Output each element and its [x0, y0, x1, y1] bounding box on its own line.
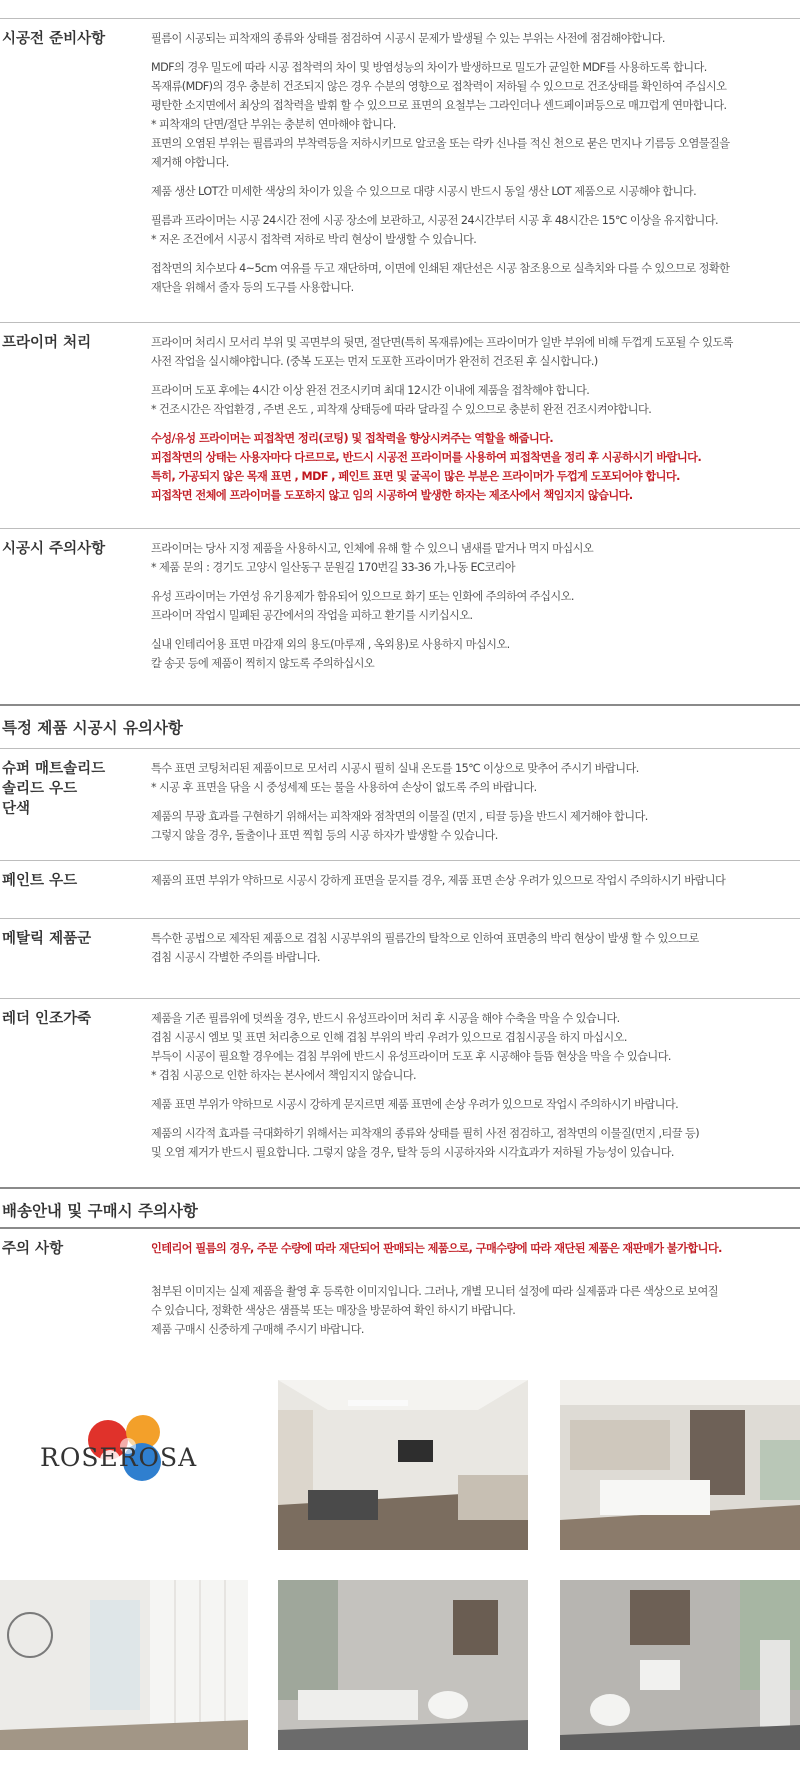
paragraph	[151, 1095, 796, 1114]
shipping-line: 첨부된 이미지는 실제 제품을 촬영 후 등록한 이미지입니다. 그러나, 개별 모니터 설정에 따라 실제품과 다른 색상으로 보여질	[151, 1285, 718, 1298]
text-line: 겹침 시공시 각별한 주의를 바랍니다.	[151, 951, 320, 964]
shipping-heading: 배송안내 및 구매시 주의사항	[2, 1202, 198, 1220]
text-line: * 겹침 시공으로 인한 하자는 본사에서 책임지지 않습니다.	[151, 1069, 417, 1082]
text-line: 제거해 야합니다.	[151, 156, 229, 169]
text-line: 수성/유성 프라이머는 피접착면 정리(코팅) 및 접착력을 향상시켜주는 역할을 해줍니다.	[151, 432, 554, 445]
paragraph	[151, 1009, 796, 1085]
section-body	[151, 871, 796, 900]
kitchen-photo	[560, 1380, 800, 1550]
text-line: * 시공 후 표면을 닦을 시 중성세제 또는 물을 사용하여 손상이 없도록 주의 바랍니다.	[151, 781, 537, 794]
text-line: 제품을 기존 필름위에 덧씌울 경우, 반드시 유성프라이머 처리 후 시공을 해야 수축을 막을 수 있습니다.	[151, 1012, 620, 1025]
text-line: MDF의 경우 밀도에 따라 시공 접착력의 차이 및 방염성능의 차이가 발생하므로 밀도가 균일한 MDF를 사용하도록 합니다.	[151, 61, 707, 74]
bathroom-photo-1	[278, 1580, 528, 1750]
paragraph	[151, 587, 796, 625]
section-body	[151, 1009, 796, 1172]
hallway-photo	[0, 1580, 248, 1750]
bathroom-photo-2	[560, 1580, 800, 1750]
section-preparation	[0, 18, 800, 323]
special-leather	[0, 998, 800, 1187]
text-line: 필름이 시공되는 피착재의 종류와 상태를 점검하여 시공시 문제가 발생될 수 있는 부위는 사전에 점검해야합니다.	[151, 32, 665, 45]
section-label	[2, 929, 142, 949]
paragraph	[151, 29, 796, 48]
text-line: 특히, 가공되지 않은 목재 표면 , MDF , 페인트 표면 및 굴곡이 많은 부분은 프라이머가 두껍게 도포되어야 합니다.	[151, 470, 680, 483]
label-line: 슈퍼 매트솔리드	[2, 761, 106, 777]
text-line: 프라이머는 당사 지정 제품을 사용하시고, 인체에 유해 할 수 있으니 냄새를 맡거나 먹지 마십시오	[151, 542, 594, 555]
text-line: 필름과 프라이머는 시공 24시간 전에 시공 장소에 보관하고, 시공전 24시간부터 시공 후 48시간은 15℃ 이상을 유지합니다.	[151, 214, 718, 227]
text-line: 목재류(MDF)의 경우 충분히 건조되지 않은 경우 수분의 영향으로 접착력이 저하될 수 있으므로 건조상태를 확인하여 주십시오	[151, 80, 727, 93]
text-line: 특수한 공법으로 제작된 제품으로 겹침 시공부위의 필름간의 탈착으로 인하여 표면층의 박리 현상이 발생 할 수 있으므로	[151, 932, 699, 945]
paragraph	[151, 333, 796, 371]
text-line: 프라이머 작업시 밀폐된 공간에서의 작업을 피하고 환기를 시키십시오.	[151, 609, 473, 622]
special-paint-wood	[0, 860, 800, 919]
label-line: 단색	[2, 801, 31, 817]
text-line: 제품의 무광 효과를 구현하기 위해서는 피착재와 점착면의 이물질 (먼지 , 티끌 등)을 반드시 제거해야 합니다.	[151, 810, 648, 823]
paragraph	[151, 871, 796, 890]
section-label: 시공전 준비사항	[2, 31, 106, 47]
paragraph	[151, 635, 796, 673]
special-heading: 특정 제품 시공시 유의사항	[2, 719, 183, 737]
special-metallic	[0, 918, 800, 999]
section-label	[2, 759, 142, 819]
section-label	[2, 1009, 142, 1029]
text-line: 제품의 표면 부위가 약하므로 시공시 강하게 표면을 문지를 경우, 제품 표면 손상 우려가 있으므로 작업시 주의하시기 바랍니다	[151, 874, 726, 887]
special-matte-solid	[0, 748, 800, 861]
section-body	[151, 929, 796, 977]
shipping-lines	[151, 1282, 796, 1339]
shipping-notice	[0, 1227, 800, 1359]
label-line: 메탈릭 제품군	[2, 931, 92, 947]
section-label: 프라이머 처리	[2, 335, 92, 351]
paragraph	[151, 539, 796, 577]
text-line: 유성 프라이머는 가연성 유기용제가 함유되어 있으므로 화기 또는 인화에 주의하여 주십시오.	[151, 590, 574, 603]
paragraph	[151, 381, 796, 419]
text-line: 피접착면의 상태는 사용자마다 다르므로, 반드시 시공전 프라이머를 사용하여 피접착면을 정리 후 시공하시기 바랍니다.	[151, 451, 702, 464]
paragraph	[151, 759, 796, 797]
section-label: 시공시 주의사항	[2, 541, 106, 557]
text-line: 그렇지 않을 경우, 돌출이나 표면 찍힘 등의 시공 하자가 발생할 수 있습니다.	[151, 829, 498, 842]
text-line: 프라이머 도포 후에는 4시간 이상 완전 건조시키며 최대 12시간 이내에 제품을 접착해야 합니다.	[151, 384, 590, 397]
paragraph	[151, 58, 796, 172]
label-line: 페인트 우드	[2, 873, 78, 889]
section-body	[151, 539, 796, 683]
text-line: * 피착재의 단면/절단 부위는 충분히 연마해야 합니다.	[151, 118, 396, 131]
label-line: 솔리드 우드	[2, 781, 78, 797]
paragraph	[151, 1124, 796, 1162]
text-line: * 제품 문의 : 경기도 고양시 일산동구 문원길 170번길 33-36 가,나동 EC코리아	[151, 561, 516, 574]
text-line: 제품 생산 LOT간 미세한 색상의 차이가 있을 수 있으므로 대량 시공시 반드시 동일 생산 LOT 제품으로 시공해야 합니다.	[151, 185, 697, 198]
paragraph	[151, 259, 796, 297]
shipping-label: 주의 사항	[2, 1241, 64, 1257]
paragraph	[151, 182, 796, 201]
shipping-line: 수 있습니다, 정확한 색상은 샘플북 또는 매장을 방문하여 확인 하시기 바랍니다.	[151, 1304, 516, 1317]
logo-text: ROSEROSA	[40, 1443, 198, 1472]
text-line: 특수 표면 코팅처리된 제품이므로 모서리 시공시 필히 실내 온도를 15℃ 이상으로 맞추어 주시기 바랍니다.	[151, 762, 639, 775]
paragraph	[151, 929, 796, 967]
text-line: 평탄한 소지면에서 최상의 접착력을 발휘 할 수 있으므로 표면의 요철부는 그라인더나 센드페이퍼등으로 매끄럽게 연마합니다.	[151, 99, 727, 112]
text-line: 부득이 시공이 필요할 경우에는 겹침 부위에 반드시 유성프라이머 도포 후 시공해야 들뜸 현상을 막을 수 있습니다.	[151, 1050, 671, 1063]
text-line: 표면의 오염된 부위는 필름과의 부착력등을 저하시키므로 알코올 또는 락카 신나를 적신 천으로 묻은 먼지나 기름등 오염물질을	[151, 137, 730, 150]
text-line: 겹침 시공시 엠보 및 표면 처리층으로 인해 겹침 부위의 박리 우려가 있으므로 겹침시공을 하지 마십시오.	[151, 1031, 627, 1044]
section-caution	[0, 528, 800, 705]
shipping-heading-row	[0, 1187, 800, 1229]
text-line: 및 오염 제거가 반드시 필요합니다. 그렇지 않을 경우, 탈착 등의 시공하자와 시각효과가 저하될 가능성이 있습니다.	[151, 1146, 674, 1159]
label-line: 레더 인조가죽	[2, 1011, 92, 1027]
text-line: 접착면의 치수보다 4~5cm 여유를 두고 재단하며, 이면에 인쇄된 재단선은 시공 참조용으로 실측치와 다를 수 있으므로 정확한	[151, 262, 730, 275]
text-line: 제품 표면 부위가 약하므로 시공시 강하게 문지르면 제품 표면에 손상 우려가 있으므로 작업시 주의하시기 바랍니다.	[151, 1098, 679, 1111]
text-line: * 건조시간은 작업환경 , 주변 온도 , 피착재 상태등에 따라 달라질 수 있으므로 충분히 완전 건조시켜야합니다.	[151, 403, 652, 416]
text-line: 피접착면 전체에 프라이머를 도포하지 않고 임의 시공하여 발생한 하자는 제조사에서 책임지지 않습니다.	[151, 489, 633, 502]
section-label	[2, 871, 142, 891]
text-line: 재단을 위해서 줄자 등의 도구를 사용합니다.	[151, 281, 354, 294]
text-line: 칼 송곳 등에 제품이 찍히지 않도록 주의하십시오	[151, 657, 375, 670]
section-body	[151, 333, 796, 515]
section-body	[151, 29, 796, 307]
text-line: 사전 작업을 실시해야합니다. (중복 도포는 먼저 도포한 프라이머가 완전히 건조된 후 실시합니다.)	[151, 355, 598, 368]
living-room-photo	[278, 1380, 528, 1550]
text-line: 프라이머 처리시 모서리 부위 및 곡면부의 뒷면, 절단면(특히 목재류)에는 프라이머가 일반 부위에 비해 두껍게 도포될 수 있도록	[151, 336, 733, 349]
section-primer	[0, 322, 800, 529]
shipping-line: 제품 구매시 신중하게 구매해 주시기 바랍니다.	[151, 1323, 364, 1336]
text-line: 실내 인테리어용 표면 마감재 외의 용도(마루재 , 옥외용)로 사용하지 마십시오.	[151, 638, 510, 651]
section-body	[151, 759, 796, 855]
shipping-body	[151, 1239, 796, 1349]
text-line: 제품의 시각적 효과를 극대화하기 위해서는 피착재의 종류와 상태를 필히 사전 점검하고, 점착면의 이물질(먼지 ,티끌 등)	[151, 1127, 700, 1140]
paragraph	[151, 807, 796, 845]
paragraph	[151, 429, 796, 505]
text-line: * 저온 조건에서 시공시 접착력 저하로 박리 현상이 발생할 수 있습니다.	[151, 233, 477, 246]
shipping-red-line: 인테리어 필름의 경우, 주문 수량에 따라 재단되어 판매되는 제품으로, 구매수량에 따라 재단된 제품은 재판매가 불가합니다.	[151, 1242, 722, 1255]
paragraph	[151, 211, 796, 249]
special-heading-row	[0, 704, 800, 750]
